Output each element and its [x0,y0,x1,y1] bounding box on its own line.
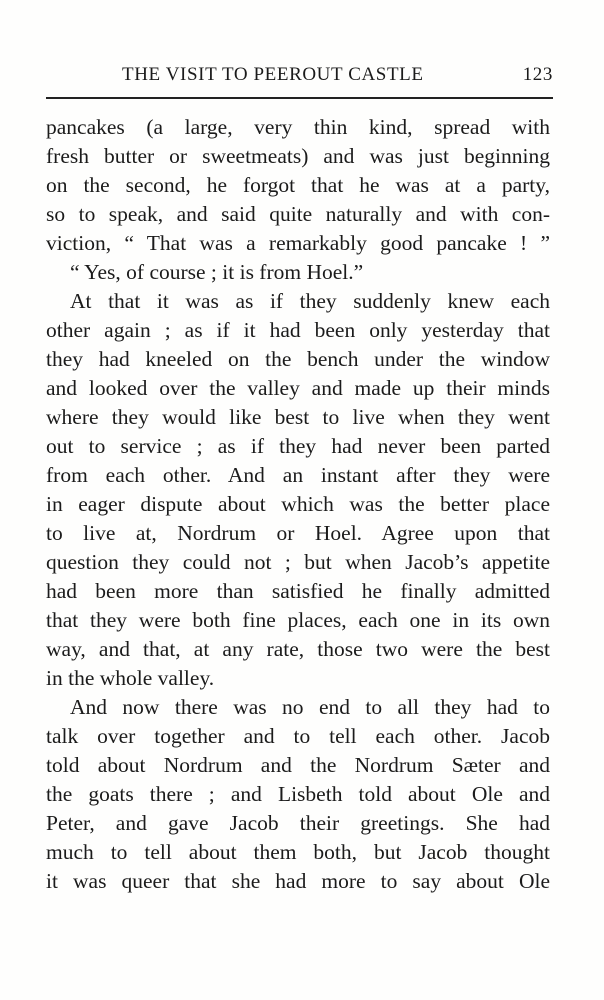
page-number: 123 [522,64,553,85]
text-line: fresh butter or sweetmeats) and was just beginning [46,144,550,168]
text-line: way, and that, at any rate, those two were the best [46,637,550,661]
text-line: “ Yes, of course ; it is from Hoel.” [70,260,364,284]
text-line: to live at, Nordrum or Hoel. Agree upon that [46,521,550,545]
text-line: they had kneeled on the bench under the window [46,347,550,371]
text-line: that they were both fine places, each one in its own [46,608,550,632]
text-line: And now there was no end to all they had to [70,695,550,719]
text-line: At that it was as if they suddenly knew each [70,289,550,313]
text-line: viction, “ That was a remarkably good pancake ! ” [46,231,550,255]
running-header [46,58,555,92]
text-line: it was queer that she had more to say about Ole [46,869,550,893]
text-line: where they would like best to live when they went [46,405,550,429]
text-line: in eager dispute about which was the better place [46,492,550,516]
header-rule [46,97,553,99]
text-line: the goats there ; and Lisbeth told about Ole and [46,782,550,806]
text-line: so to speak, and said quite naturally and with con- [46,202,550,226]
text-line: much to tell about them both, but Jacob thought [46,840,550,864]
text-line: pancakes (a large, very thin kind, spread with [46,115,550,139]
text-line: from each other. And an instant after they were [46,463,550,487]
text-line: talk over together and to tell each other. Jacob [46,724,550,748]
text-line: and looked over the valley and made up their minds [46,376,550,400]
text-line: had been more than satisfied he finally admitted [46,579,550,603]
text-line: Peter, and gave Jacob their greetings. She had [46,811,550,835]
text-line: in the whole valley. [46,666,215,690]
body-text [46,113,550,896]
running-title: THE VISIT TO PEEROUT CASTLE [122,64,424,85]
text-line: question they could not ; but when Jacob’s appetite [46,550,550,574]
text-line: told about Nordrum and the Nordrum Sæter and [46,753,550,777]
text-line: on the second, he forgot that he was at a party, [46,173,550,197]
text-line: out to service ; as if they had never been parted [46,434,550,458]
text-line: other again ; as if it had been only yesterday that [46,318,550,342]
